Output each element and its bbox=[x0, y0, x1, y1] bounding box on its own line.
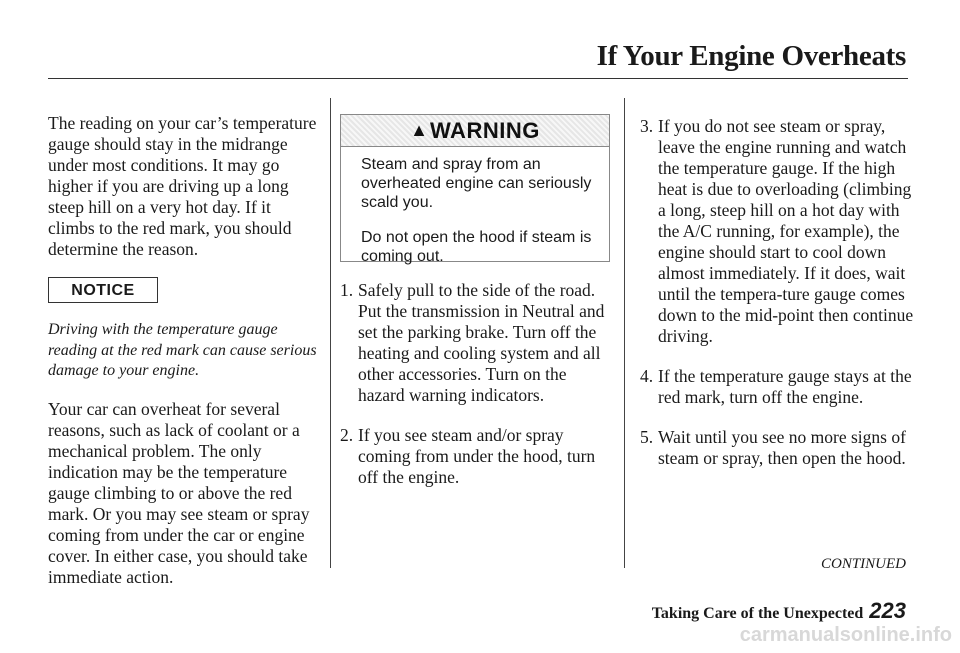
warning-body bbox=[341, 147, 609, 266]
warning-label: WARNING bbox=[430, 117, 540, 143]
step-number: 1. bbox=[340, 280, 354, 300]
overheat-causes-paragraph: Your car can overheat for several reasons, such as lack of coolant or a mechanical problem. The only indication may be the temperature gauge climbing to or above the red mark. Or you may see steam or spray coming from under the car or engine cover. In either case, you should take immediate action. bbox=[48, 398, 310, 587]
right-column bbox=[640, 116, 915, 488]
left-column bbox=[48, 113, 320, 588]
notice-text: Driving with the temperature gauge reading at the red mark can cause serious damage to your engine. bbox=[48, 321, 317, 379]
page-number: 223 bbox=[869, 598, 906, 623]
notice-label: NOTICE bbox=[48, 277, 158, 303]
middle-column bbox=[340, 280, 612, 507]
step-5 bbox=[640, 427, 915, 469]
intro-paragraph: The reading on your car’s temperature gauge should stay in the midrange under most conditions. It may go higher if you are driving up a long steep hill on a very hot day. If it climbs to the red mark, you should determine the reason. bbox=[48, 113, 317, 259]
watermark: carmanualsonline.info bbox=[739, 624, 952, 646]
section-title: Taking Care of the Unexpected bbox=[651, 605, 864, 622]
step-text: Safely pull to the side of the road. Put the transmission in Neutral and set the parking brake. Turn off the heating and cooling system and all other accessories. Turn on the hazard warning indicators. bbox=[358, 280, 605, 405]
step-number: 5. bbox=[640, 427, 654, 447]
warning-triangle-icon: ▲ bbox=[410, 120, 428, 140]
step-3 bbox=[640, 116, 915, 347]
warning-header bbox=[341, 115, 609, 147]
header-rule bbox=[48, 78, 908, 79]
step-text: If you do not see steam or spray, leave the engine running and watch the temperature gauge. If the high heat is due to overloading (climbing a long, steep hill on a hot day with the A/C running, for example), the engine should start to cool down almost immediately. If it does, wait until the tempera-ture gauge comes down to the mid-point then continue driving. bbox=[658, 116, 914, 346]
page-footer bbox=[652, 598, 906, 624]
step-number: 4. bbox=[640, 366, 654, 386]
step-4 bbox=[640, 366, 915, 408]
step-text: Wait until you see no more signs of steam or spray, then open the hood. bbox=[658, 427, 906, 468]
warning-box bbox=[340, 114, 610, 265]
continued-label: CONTINUED bbox=[820, 556, 906, 572]
column-divider-1 bbox=[330, 98, 331, 568]
warning-text-2: Do not open the hood if steam is coming out. bbox=[361, 229, 592, 265]
column-divider-2 bbox=[624, 98, 625, 568]
step-1 bbox=[340, 280, 612, 406]
step-number: 3. bbox=[640, 116, 654, 136]
step-2 bbox=[340, 425, 612, 488]
page-title: If Your Engine Overheats bbox=[596, 40, 906, 72]
step-number: 2. bbox=[340, 425, 354, 445]
step-text: If the temperature gauge stays at the red mark, turn off the engine. bbox=[658, 366, 912, 407]
step-text: If you see steam and/or spray coming from under the hood, turn off the engine. bbox=[358, 425, 596, 487]
warning-text-1: Steam and spray from an overheated engine can seriously scald you. bbox=[361, 156, 592, 211]
